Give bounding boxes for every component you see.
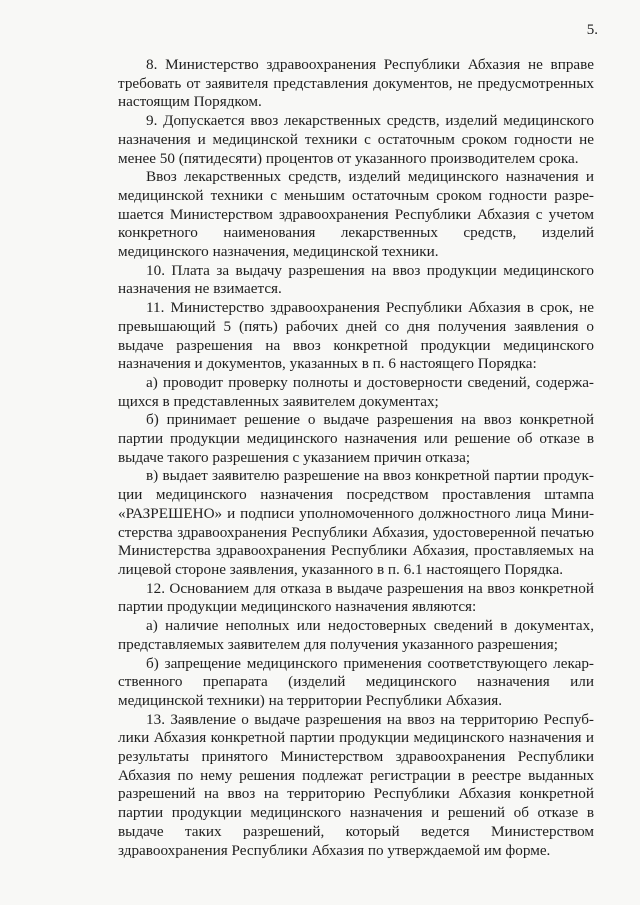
document-body bbox=[118, 56, 594, 860]
paragraph-12-a: а) наличие неполных или недостоверных сведений в документах, представляемых заявителем для получения указанного разрешения; bbox=[118, 617, 594, 653]
paragraph-11: 11. Министерство здравоохранения Республики Абхазия в срок, не превышающий 5 (пять) рабочих дней со дня получения заявления о выдаче разрешения на ввоз конкретной продукции медицинского назначения и документов, указанных в п. 6 настоящего Порядка: bbox=[118, 299, 594, 373]
paragraph-11-b: б) принимает решение о выдаче разрешения на ввоз конкретной партии продукции медицинского назначения или решение об отказе в выдаче такого разрешения с указанием причин отказа; bbox=[118, 411, 594, 466]
paragraph-10: 10. Плата за выдачу разрешения на ввоз продукции медицинского назначения не взимается. bbox=[118, 261, 594, 298]
paragraph-8: 8. Министерство здравоохранения Республики Абхазия не вправе требовать от заявителя представления документов, не предусмотренных настоящим Порядком. bbox=[118, 56, 594, 111]
paragraph-9: 9. Допускается ввоз лекарственных средств, изделий медицинского назначения и медицинской техники с остаточным сроком годности не менее 50 (пятидесяти) процентов от указанного производителем срока. bbox=[118, 112, 594, 167]
paragraph-9-continued: Ввоз лекарственных средств, изделий медицинского назначения и медицинской техники с меньшим остаточным сроком годности разре-шается Министерством здравоохранения Республики Абхазия с учетом конкретного наименования лекарственных средств, изделий медицинского назначения, медицинской техники. bbox=[118, 168, 594, 261]
page-number: 5. bbox=[586, 22, 598, 38]
paragraph-12-b: б) запрещение медицинского применения соответствующего лекар-ственного препарата (изделий медицинского назначения или медицинской техники) на территории Республики Абхазия. bbox=[118, 654, 594, 709]
paragraph-11-a: а) проводит проверку полноты и достоверности сведений, содержа-щихся в представленных заявителем документах; bbox=[118, 373, 594, 410]
paragraph-11-c: в) выдает заявителю разрешение на ввоз конкретной партии продук-ции медицинского назначения посредством проставления штампа «РАЗРЕШЕНО» и подписи уполномоченного должностного лица Мини-стерства здравоохранения Республики Абхазия, удостоверенной печатью Министерства здравоохранения Республики Абхазия, проставляемых на лицевой стороне заявления, указанного в п. 6.1 настоящего Порядка. bbox=[118, 467, 594, 578]
paragraph-12: 12. Основанием для отказа в выдаче разрешения на ввоз конкретной партии продукции медицинского назначения являются: bbox=[118, 579, 594, 616]
paragraph-13: 13. Заявление о выдаче разрешения на ввоз на территорию Респуб-лики Абхазия конкретной партии продукции медицинского назначения и результаты принятого Министерством здравоохранения Республики Абхазия по нему решения подлежат регистрации в реестре выданных разрешений на ввоз на территорию Республики Абхазия конкретной партии продукции медицинского назначения и решений об отказе в выдаче таких разрешений, который ведется Министерством здравоохранения Республики Абхазия по утверждаемой им форме. bbox=[118, 710, 594, 859]
